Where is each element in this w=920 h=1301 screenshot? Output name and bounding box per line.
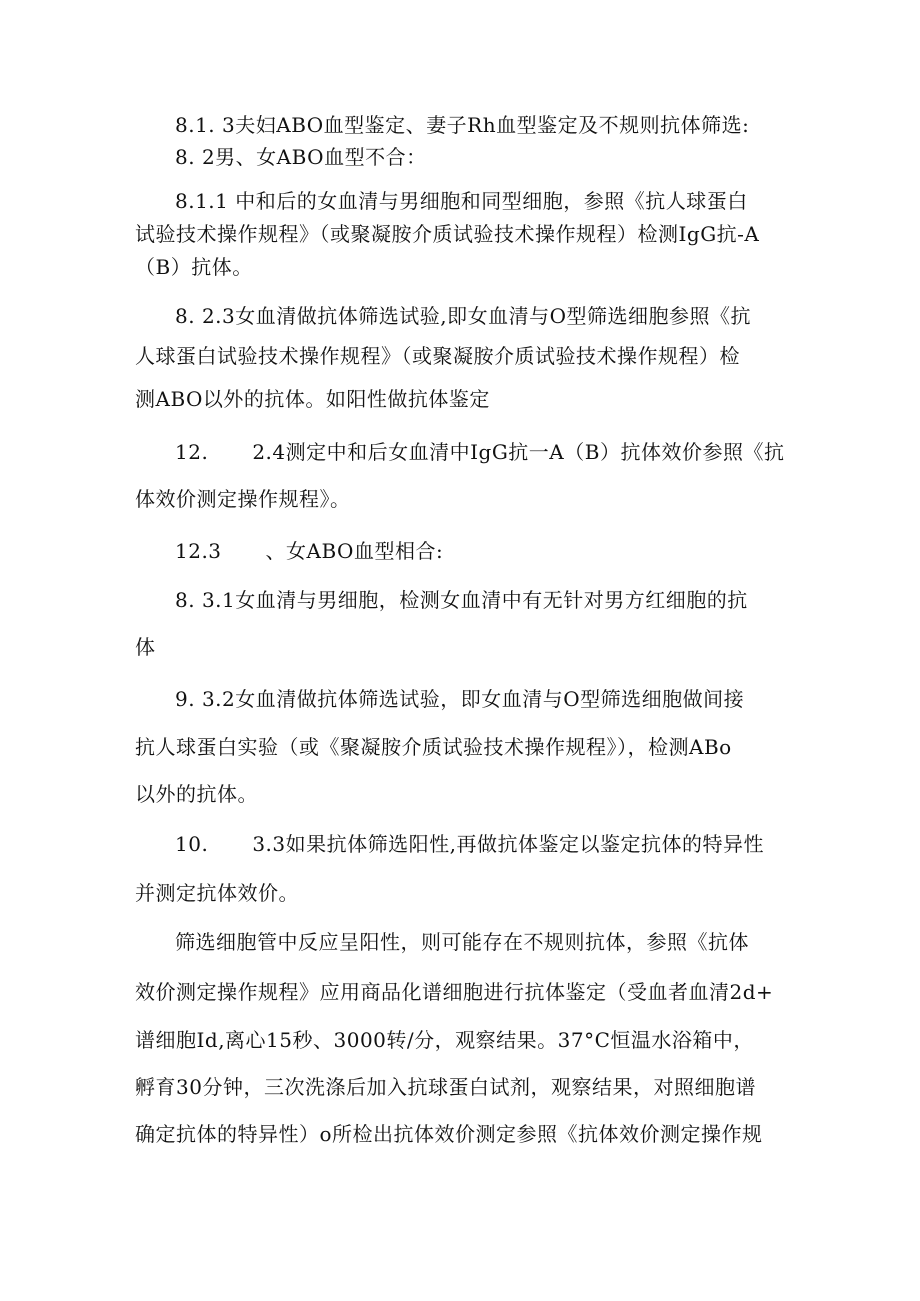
- item-number: 12.3: [175, 539, 222, 563]
- text-line: 体效价测定操作规程》。: [135, 487, 351, 511]
- text-line: 8.1.1 中和后的女血清与男细胞和同型细胞，参照《抗人球蛋白: [175, 189, 748, 213]
- item-text: 、女ABO血型相合:: [265, 539, 444, 563]
- text-line: 谱细胞Id,离心15秒、3000转/分，观察结果。37°C恒温水浴箱中，: [135, 1028, 754, 1052]
- text-line: 测ABO以外的抗体。如阳性做抗体鉴定: [135, 387, 490, 411]
- text-line: 抗人球蛋白实验（或《聚凝胺介质试验技术操作规程》），检测ABo: [135, 735, 732, 759]
- text-line: 孵育30分钟，三次洗涤后加入抗球蛋白试剂，观察结果，对照细胞谱: [135, 1075, 756, 1099]
- item-text: 3.3如果抗体筛选阳性,再做抗体鉴定以鉴定抗体的特异性: [252, 832, 764, 856]
- item-number: 10.: [175, 832, 209, 856]
- text-line: 并测定抗体效价。: [135, 881, 299, 905]
- text-line: 效价测定操作规程》应用商品化谱细胞进行抗体鉴定（受血者血清2d+: [135, 980, 774, 1004]
- text-line: 8. 2.3女血清做抗体筛选试验,即女血清与O型筛选细胞参照《抗: [175, 304, 751, 328]
- text-line: （B）抗体。: [135, 255, 253, 279]
- text-line: 筛选细胞管中反应呈阳性，则可能存在不规则抗体，参照《抗体: [175, 930, 749, 954]
- text-line: [175, 832, 764, 856]
- text-line: 8.1. 3夫妇ABO血型鉴定、妻子Rh血型鉴定及不规则抗体筛选:: [175, 113, 750, 137]
- text-line: 以外的抗体。: [135, 782, 258, 806]
- item-text: 2.4测定中和后女血清中IgG抗一A（B）抗体效价参照《抗: [252, 440, 785, 464]
- text-line: [175, 539, 443, 563]
- text-line: [175, 440, 784, 464]
- text-line: 8. 2男、女ABO血型不合：: [175, 145, 427, 169]
- text-line: 8. 3.1女血清与男细胞，检测女血清中有无针对男方红细胞的抗: [175, 588, 748, 612]
- text-line: 9. 3.2女血清做抗体筛选试验，即女血清与O型筛选细胞做间接: [175, 687, 745, 711]
- text-line: 人球蛋白试验技术操作规程》（或聚凝胺介质试验技术操作规程）检: [135, 344, 740, 368]
- text-line: 试验技术操作规程》（或聚凝胺介质试验技术操作规程）检测IgG抗-A: [135, 222, 760, 246]
- text-line: 确定抗体的特异性）o所检出抗体效价测定参照《抗体效价测定操作规: [135, 1122, 763, 1146]
- text-line: 体: [135, 635, 156, 659]
- item-number: 12.: [175, 440, 209, 464]
